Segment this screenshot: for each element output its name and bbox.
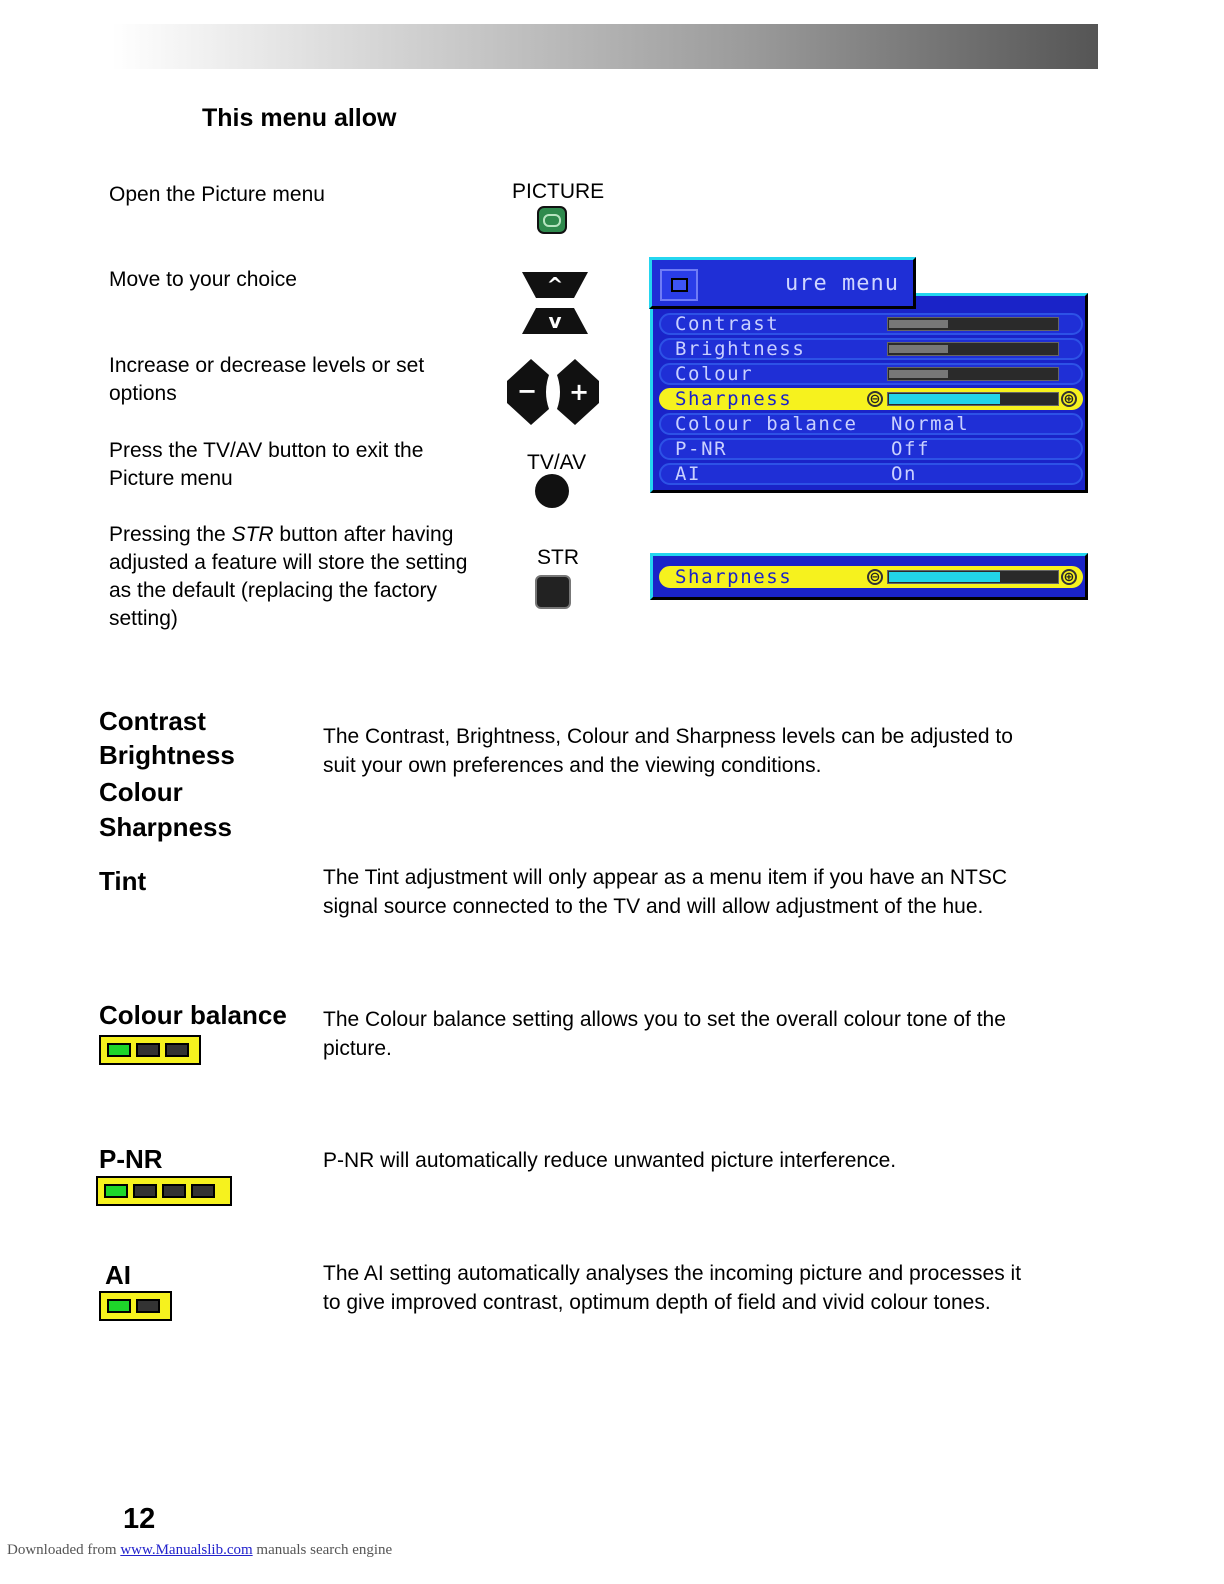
osd-level-bar bbox=[887, 367, 1059, 381]
step-exit-line2: Picture menu bbox=[109, 467, 233, 490]
osd-row-value: On bbox=[891, 463, 918, 485]
indicator-led-off bbox=[136, 1043, 160, 1057]
plus-icon: + bbox=[568, 378, 590, 406]
osd-row-pnr[interactable] bbox=[659, 438, 1083, 460]
osd-level-bar bbox=[887, 317, 1059, 331]
heading-brightness: Brightness bbox=[99, 740, 235, 770]
osd-row-ai[interactable] bbox=[659, 463, 1083, 485]
heading-colour-balance: Colour balance bbox=[99, 1000, 287, 1030]
plus-circle-icon: ⊕ bbox=[1061, 569, 1077, 585]
str-emphasis: STR bbox=[231, 523, 274, 546]
tvav-button-icon bbox=[535, 474, 569, 508]
indicator-led-off bbox=[162, 1184, 186, 1198]
manualslib-link[interactable]: www.Manualslib.com bbox=[120, 1542, 253, 1558]
step-increase-decrease-line1: Increase or decrease levels or set bbox=[109, 354, 425, 377]
step-store-setting bbox=[109, 521, 467, 633]
osd-row-colour-balance[interactable] bbox=[659, 413, 1083, 435]
osd-level-fill bbox=[889, 394, 1000, 404]
intro-heading: This menu allow bbox=[202, 104, 397, 132]
osd-level-bar bbox=[887, 342, 1059, 356]
osd-sharpness-row[interactable] bbox=[659, 566, 1083, 588]
indicator-led-off bbox=[165, 1043, 189, 1057]
footer-download-note: Downloaded from www.Manualslib.com manuals search engine bbox=[7, 1542, 393, 1558]
step-store-line1-pre: Pressing the bbox=[109, 523, 232, 546]
up-arrow-icon: ^ bbox=[546, 273, 564, 297]
osd-row-label: Contrast bbox=[675, 313, 780, 335]
picture-button-icon bbox=[537, 206, 567, 234]
indicator-led-off bbox=[133, 1184, 157, 1198]
osd-row-label: Sharpness bbox=[675, 388, 793, 410]
minus-plus-buttons-icon bbox=[505, 357, 601, 427]
heading-sharpness: Sharpness bbox=[99, 812, 232, 842]
picture-button-label: PICTURE bbox=[512, 180, 605, 203]
osd-row-label: Colour bbox=[675, 363, 754, 385]
osd-level-fill bbox=[889, 572, 1000, 582]
str-button-label: STR bbox=[537, 546, 579, 569]
step-move-to-choice: Move to your choice bbox=[109, 268, 297, 291]
tvav-button-label: TV/AV bbox=[527, 451, 587, 474]
up-down-arrow-buttons-icon bbox=[518, 268, 592, 338]
osd-picture-menu bbox=[650, 293, 1088, 493]
osd-row-sharpness-selected[interactable] bbox=[659, 388, 1083, 410]
pnr-indicator bbox=[96, 1176, 232, 1206]
osd-row-label: Colour balance bbox=[675, 413, 858, 435]
step-increase-decrease-line2: options bbox=[109, 382, 177, 405]
osd-row-label: Brightness bbox=[675, 338, 806, 360]
osd-row-label: P-NR bbox=[675, 438, 728, 460]
page-number: 12 bbox=[123, 1503, 156, 1535]
minus-icon: − bbox=[516, 377, 538, 405]
osd-level-bar bbox=[887, 570, 1059, 584]
osd-row-value: Normal bbox=[891, 413, 970, 435]
osd-level-fill bbox=[889, 370, 948, 378]
step-increase-decrease bbox=[109, 352, 424, 408]
osd-title-box bbox=[649, 257, 916, 309]
colour-balance-indicator bbox=[99, 1035, 201, 1065]
indicator-led-on bbox=[104, 1184, 128, 1198]
ai-description: The AI setting automatically analyses the incoming picture and processes it to give improved contrast, optimum depth of field and vivid colour tones. bbox=[323, 1262, 1022, 1314]
step-exit-menu bbox=[109, 437, 423, 493]
step-store-line4: setting) bbox=[109, 607, 178, 630]
step-store-line1-post: button after having bbox=[273, 523, 454, 546]
osd-level-bar bbox=[887, 392, 1059, 406]
down-arrow-icon: v bbox=[548, 309, 562, 333]
colour-balance-description: The Colour balance setting allows you to set the overall colour tone of the picture. bbox=[323, 1008, 1006, 1060]
step-store-line3: as the default (replacing the factory bbox=[109, 579, 438, 602]
heading-tint: Tint bbox=[99, 866, 147, 896]
indicator-led-on bbox=[107, 1043, 131, 1057]
osd-level-fill bbox=[889, 320, 948, 328]
osd-title: ure menu bbox=[785, 271, 899, 296]
picture-menu-icon bbox=[660, 269, 698, 301]
minus-circle-icon: ⊖ bbox=[867, 391, 883, 407]
step-exit-line1: Press the TV/AV button to exit the bbox=[109, 439, 424, 462]
indicator-led-off bbox=[136, 1299, 160, 1313]
osd-sharpness-bar-panel bbox=[650, 553, 1088, 600]
step-open-picture-menu: Open the Picture menu bbox=[109, 183, 325, 206]
heading-colour: Colour bbox=[99, 777, 183, 807]
osd-row-contrast[interactable] bbox=[659, 313, 1083, 335]
tint-description: The Tint adjustment will only appear as a menu item if you have an NTSC signal source connected to the TV and will allow adjustment of the hue. bbox=[323, 866, 1007, 918]
pnr-description: P-NR will automatically reduce unwanted picture interference. bbox=[323, 1149, 897, 1172]
header-gradient-bar bbox=[112, 24, 1098, 69]
osd-row-label: AI bbox=[675, 463, 702, 485]
indicator-led-on bbox=[107, 1299, 131, 1313]
heading-pnr: P-NR bbox=[99, 1144, 163, 1174]
heading-contrast: Contrast bbox=[99, 706, 206, 736]
step-store-line2: adjusted a feature will store the setting bbox=[109, 551, 468, 574]
osd-level-fill bbox=[889, 345, 948, 353]
indicator-led-off bbox=[191, 1184, 215, 1198]
plus-circle-icon: ⊕ bbox=[1061, 391, 1077, 407]
heading-ai: AI bbox=[105, 1260, 131, 1290]
osd-row-value: Off bbox=[891, 438, 931, 460]
ai-indicator bbox=[99, 1291, 172, 1321]
osd-row-brightness[interactable] bbox=[659, 338, 1083, 360]
levels-description: The Contrast, Brightness, Colour and Sharpness levels can be adjusted to suit your own preferences and the viewing conditions. bbox=[323, 725, 1013, 777]
minus-circle-icon: ⊖ bbox=[867, 569, 883, 585]
str-button-icon bbox=[535, 575, 571, 609]
osd-row-label: Sharpness bbox=[675, 566, 793, 588]
osd-row-colour[interactable] bbox=[659, 363, 1083, 385]
